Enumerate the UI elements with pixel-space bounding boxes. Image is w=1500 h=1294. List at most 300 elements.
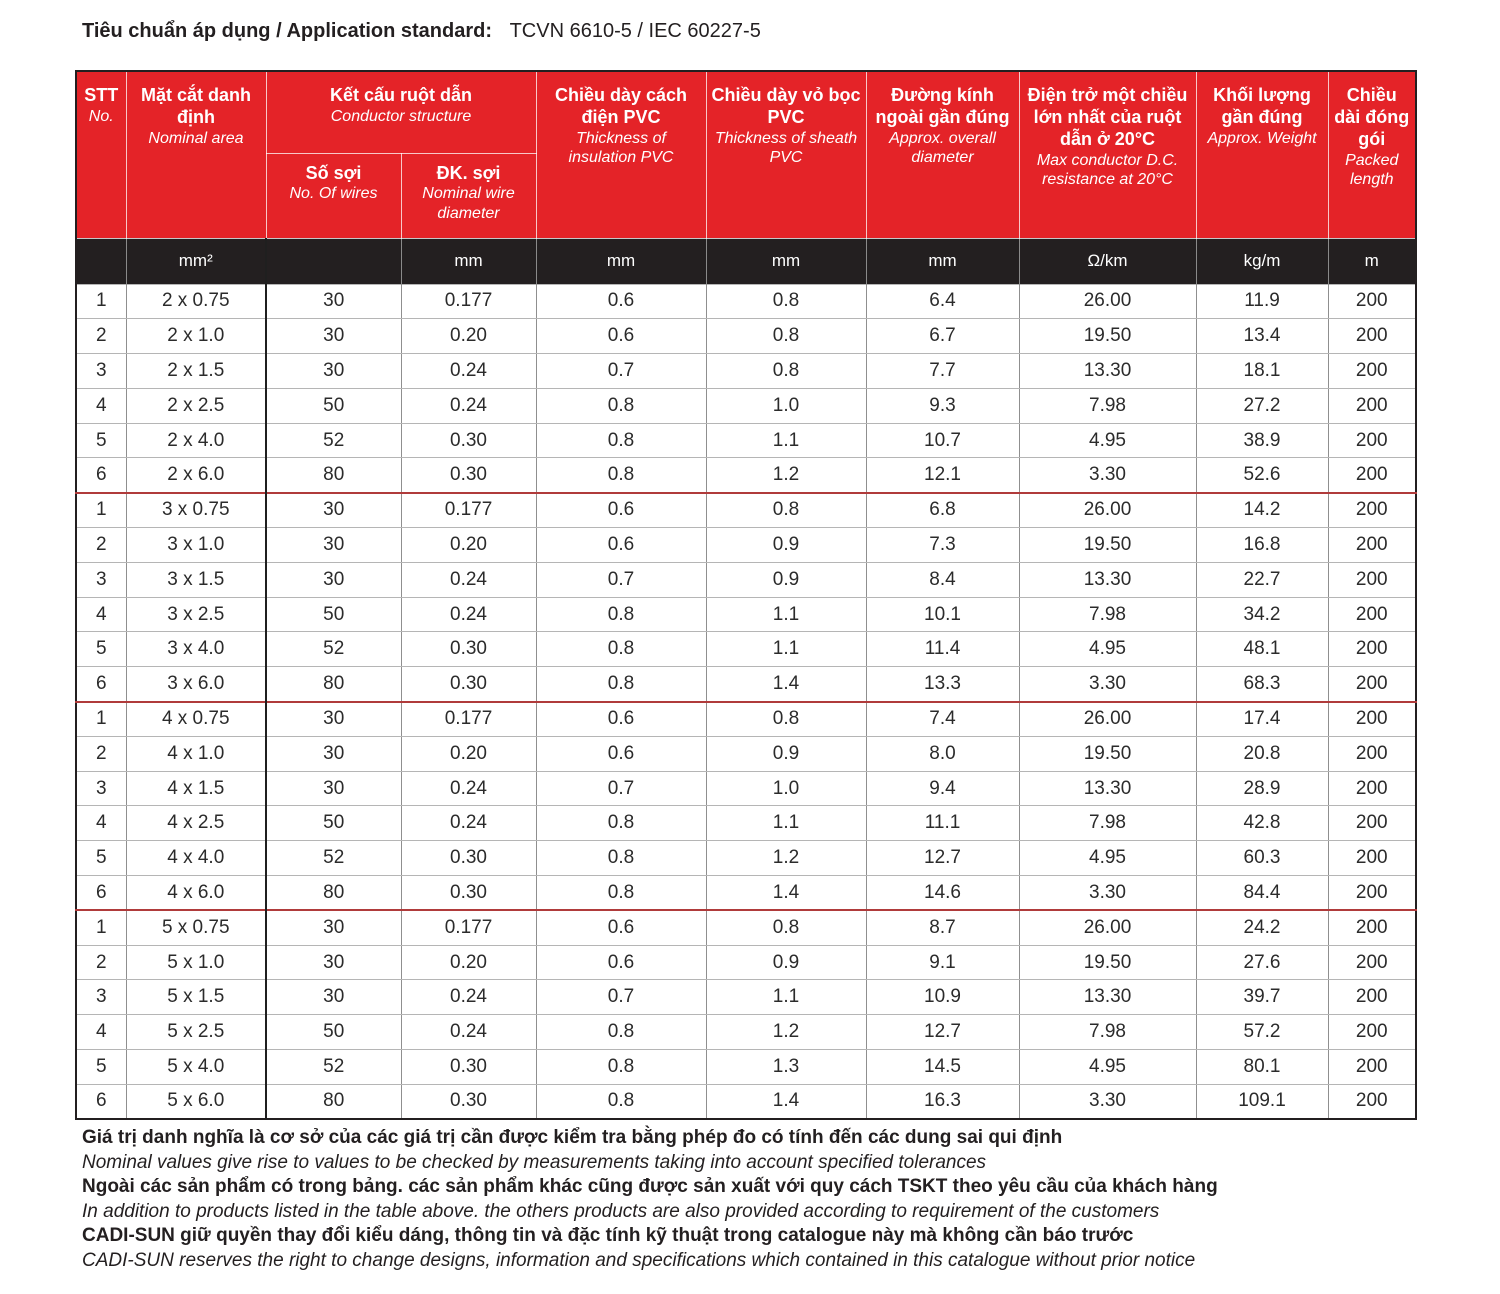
cell: 0.8 — [536, 667, 706, 702]
cell: 42.8 — [1196, 806, 1328, 841]
cell: 0.6 — [536, 945, 706, 980]
cell: 11.4 — [866, 632, 1019, 667]
units-row — [76, 238, 1416, 284]
cell: 1.1 — [706, 423, 866, 458]
table-row — [76, 1015, 1416, 1050]
cell: 1.4 — [706, 876, 866, 911]
cell: 0.20 — [401, 736, 536, 771]
note-line: Ngoài các sản phẩm có trong bảng. các sản phẩm khác cũng được sản xuất với quy cách TSKT theo yêu cầu của khách hàng — [82, 1176, 1218, 1197]
header-nominal-area-en: Nominal area — [148, 129, 244, 147]
cell: 2 x 0.75 — [126, 284, 266, 319]
header-conductor-structure-vi: Kết cấu ruột dẫn — [330, 85, 473, 105]
table-row — [76, 562, 1416, 597]
cell: 5 x 1.0 — [126, 945, 266, 980]
table-row — [76, 632, 1416, 667]
cell: 0.20 — [401, 528, 536, 563]
cell: 12.1 — [866, 458, 1019, 493]
cell: 30 — [266, 528, 401, 563]
cell: 10.7 — [866, 423, 1019, 458]
header-no-of-wires-vi: Số sợi — [305, 162, 362, 183]
table-row — [76, 945, 1416, 980]
cell: 4.95 — [1019, 841, 1196, 876]
cell: 3 — [76, 980, 126, 1015]
cell: 0.8 — [536, 1050, 706, 1085]
unit-cell — [266, 238, 401, 284]
unit-cell: kg/m — [1196, 238, 1328, 284]
cell: 200 — [1328, 528, 1416, 563]
cell: 3 x 6.0 — [126, 667, 266, 702]
cell: 26.00 — [1019, 284, 1196, 319]
cell: 80.1 — [1196, 1050, 1328, 1085]
cell: 0.30 — [401, 632, 536, 667]
cell: 26.00 — [1019, 702, 1196, 737]
table-body — [76, 284, 1416, 1119]
header-nominal-area — [126, 71, 266, 238]
cell: 0.9 — [706, 528, 866, 563]
cell: 200 — [1328, 667, 1416, 702]
cell: 5 x 0.75 — [126, 910, 266, 945]
cell: 24.2 — [1196, 910, 1328, 945]
note-line: Nominal values give rise to values to be checked by measurements taking into account specified tolerances — [82, 1151, 987, 1173]
table-row — [76, 876, 1416, 911]
cell: 0.8 — [706, 319, 866, 354]
cell: 2 x 6.0 — [126, 458, 266, 493]
header-weight-en: Approx. Weight — [1207, 129, 1317, 147]
cell: 0.9 — [706, 945, 866, 980]
table-row — [76, 771, 1416, 806]
cell: 0.7 — [536, 562, 706, 597]
cell: 0.8 — [536, 841, 706, 876]
cell: 1.2 — [706, 841, 866, 876]
cell: 0.7 — [536, 771, 706, 806]
cell: 19.50 — [1019, 319, 1196, 354]
cell: 3.30 — [1019, 667, 1196, 702]
cell: 68.3 — [1196, 667, 1328, 702]
cell: 13.30 — [1019, 980, 1196, 1015]
cell: 200 — [1328, 980, 1416, 1015]
header-stt — [76, 71, 126, 238]
cell: 50 — [266, 388, 401, 423]
cell: 13.3 — [866, 667, 1019, 702]
cell: 0.30 — [401, 841, 536, 876]
cell: 7.3 — [866, 528, 1019, 563]
cell: 1.1 — [706, 980, 866, 1015]
cell: 48.1 — [1196, 632, 1328, 667]
header-wire-diameter-en: Nominal wire diameter — [422, 185, 515, 222]
cell: 0.8 — [706, 354, 866, 389]
cell: 5 — [76, 423, 126, 458]
unit-cell: m — [1328, 238, 1416, 284]
cell: 60.3 — [1196, 841, 1328, 876]
cell: 30 — [266, 945, 401, 980]
cell: 0.8 — [706, 702, 866, 737]
cell: 14.2 — [1196, 493, 1328, 528]
table-row — [76, 528, 1416, 563]
header-packed-length — [1328, 71, 1416, 238]
unit-cell — [76, 238, 126, 284]
cell: 6.8 — [866, 493, 1019, 528]
cell: 6 — [76, 1084, 126, 1119]
cell: 2 — [76, 945, 126, 980]
cell: 3.30 — [1019, 458, 1196, 493]
title-value: TCVN 6610-5 / IEC 60227-5 — [509, 20, 761, 42]
cell: 200 — [1328, 910, 1416, 945]
cell: 0.8 — [536, 597, 706, 632]
cell: 0.30 — [401, 667, 536, 702]
table-row — [76, 354, 1416, 389]
cell: 0.24 — [401, 806, 536, 841]
cell: 16.3 — [866, 1084, 1019, 1119]
cell: 6 — [76, 458, 126, 493]
cell: 30 — [266, 910, 401, 945]
cell: 0.9 — [706, 736, 866, 771]
cell: 200 — [1328, 736, 1416, 771]
cell: 5 — [76, 1050, 126, 1085]
table-row — [76, 702, 1416, 737]
cell: 200 — [1328, 354, 1416, 389]
cell: 1 — [76, 910, 126, 945]
cell: 10.1 — [866, 597, 1019, 632]
cell: 0.6 — [536, 493, 706, 528]
cell: 14.5 — [866, 1050, 1019, 1085]
cell: 6 — [76, 667, 126, 702]
cell: 0.24 — [401, 980, 536, 1015]
cell: 3 x 0.75 — [126, 493, 266, 528]
cell: 200 — [1328, 319, 1416, 354]
cell: 2 — [76, 319, 126, 354]
cell: 1.2 — [706, 458, 866, 493]
cell: 80 — [266, 667, 401, 702]
header-no-of-wires-en: No. Of wires — [289, 185, 378, 203]
cell: 1.0 — [706, 771, 866, 806]
cell: 13.30 — [1019, 354, 1196, 389]
header-insulation-thickness-en: Thickness of insulation PVC — [568, 129, 674, 167]
unit-cell: mm — [401, 238, 536, 284]
cell: 1 — [76, 284, 126, 319]
cell: 50 — [266, 806, 401, 841]
cell: 1.1 — [706, 632, 866, 667]
table-row — [76, 423, 1416, 458]
cell: 4.95 — [1019, 632, 1196, 667]
cell: 200 — [1328, 806, 1416, 841]
cell: 0.8 — [536, 1084, 706, 1119]
cell: 18.1 — [1196, 354, 1328, 389]
header-no-of-wires — [266, 153, 401, 238]
cell: 0.6 — [536, 319, 706, 354]
cell: 50 — [266, 1015, 401, 1050]
cell: 5 — [76, 632, 126, 667]
cell: 6.7 — [866, 319, 1019, 354]
cell: 10.9 — [866, 980, 1019, 1015]
cell: 1.4 — [706, 1084, 866, 1119]
header-sheath-thickness-vi: Chiều dày vỏ bọc PVC — [711, 85, 861, 127]
cell: 200 — [1328, 841, 1416, 876]
header-stt-vi: STT — [84, 85, 119, 105]
header-wire-diameter — [401, 153, 536, 238]
cell: 3 — [76, 562, 126, 597]
cell: 4 x 1.5 — [126, 771, 266, 806]
cell: 4 x 6.0 — [126, 876, 266, 911]
cell: 30 — [266, 319, 401, 354]
unit-cell: Ω/km — [1019, 238, 1196, 284]
note-line: CADI-SUN reserves the right to change designs, information and specifications which contained in this catalogue without prior notice — [82, 1249, 1196, 1271]
cell: 0.177 — [401, 702, 536, 737]
table-row — [76, 458, 1416, 493]
cell: 27.2 — [1196, 388, 1328, 423]
cell: 2 x 1.0 — [126, 319, 266, 354]
cell: 0.8 — [706, 910, 866, 945]
specification-table — [75, 70, 1417, 1120]
cell: 2 — [76, 528, 126, 563]
title-label: Tiêu chuẩn áp dụng / Application standard: — [82, 20, 493, 42]
cell: 0.24 — [401, 771, 536, 806]
cell: 0.7 — [536, 354, 706, 389]
cell: 0.24 — [401, 1015, 536, 1050]
cell: 0.7 — [536, 980, 706, 1015]
cell: 200 — [1328, 388, 1416, 423]
cell: 3.30 — [1019, 876, 1196, 911]
cell: 1.4 — [706, 667, 866, 702]
cell: 0.24 — [401, 597, 536, 632]
cell: 200 — [1328, 1050, 1416, 1085]
unit-cell: mm — [706, 238, 866, 284]
note-line: Giá trị danh nghĩa là cơ sở của các giá trị cần được kiểm tra bằng phép đo có tính đến các dung sai qui định — [82, 1127, 1063, 1148]
cell: 8.4 — [866, 562, 1019, 597]
table-row — [76, 667, 1416, 702]
cell: 9.3 — [866, 388, 1019, 423]
table-row — [76, 1084, 1416, 1119]
cell: 1 — [76, 493, 126, 528]
cell: 1.1 — [706, 806, 866, 841]
cell: 12.7 — [866, 841, 1019, 876]
cell: 0.24 — [401, 388, 536, 423]
cell: 6 — [76, 876, 126, 911]
cell: 3 x 4.0 — [126, 632, 266, 667]
header-sheath-thickness-en: Thickness of sheath PVC — [714, 129, 858, 167]
cell: 5 x 2.5 — [126, 1015, 266, 1050]
cell: 27.6 — [1196, 945, 1328, 980]
cell: 80 — [266, 876, 401, 911]
cell: 52 — [266, 632, 401, 667]
cell: 0.6 — [536, 702, 706, 737]
cell: 38.9 — [1196, 423, 1328, 458]
cell: 3 — [76, 771, 126, 806]
cell: 0.8 — [706, 493, 866, 528]
cell: 30 — [266, 562, 401, 597]
cell: 7.98 — [1019, 1015, 1196, 1050]
header-dc-resistance — [1019, 71, 1196, 238]
cell: 0.30 — [401, 1084, 536, 1119]
cell: 80 — [266, 1084, 401, 1119]
header-insulation-thickness-vi: Chiều dày cách điện PVC — [554, 85, 688, 127]
cell: 3.30 — [1019, 1084, 1196, 1119]
cell: 0.6 — [536, 736, 706, 771]
cell: 200 — [1328, 493, 1416, 528]
cell: 9.1 — [866, 945, 1019, 980]
cell: 30 — [266, 284, 401, 319]
cell: 0.177 — [401, 284, 536, 319]
cell: 13.30 — [1019, 771, 1196, 806]
cell: 19.50 — [1019, 528, 1196, 563]
cell: 7.98 — [1019, 806, 1196, 841]
cell: 9.4 — [866, 771, 1019, 806]
cell: 19.50 — [1019, 736, 1196, 771]
cell: 8.7 — [866, 910, 1019, 945]
cell: 13.30 — [1019, 562, 1196, 597]
cell: 4 — [76, 388, 126, 423]
cell: 30 — [266, 354, 401, 389]
cell: 0.8 — [536, 423, 706, 458]
cell: 0.24 — [401, 562, 536, 597]
cell: 0.6 — [536, 910, 706, 945]
cell: 1.2 — [706, 1015, 866, 1050]
cell: 52.6 — [1196, 458, 1328, 493]
header-conductor-structure-en: Conductor structure — [330, 107, 472, 125]
cell: 7.98 — [1019, 388, 1196, 423]
cell: 14.6 — [866, 876, 1019, 911]
cell: 16.8 — [1196, 528, 1328, 563]
cell: 0.8 — [536, 632, 706, 667]
header-overall-diameter — [866, 71, 1019, 238]
cell: 4.95 — [1019, 1050, 1196, 1085]
header-packed-length-vi: Chiều dài đóng gói — [1334, 85, 1410, 149]
cell: 0.8 — [536, 388, 706, 423]
cell: 8.0 — [866, 736, 1019, 771]
cell: 200 — [1328, 458, 1416, 493]
cell: 7.7 — [866, 354, 1019, 389]
cell: 13.4 — [1196, 319, 1328, 354]
cell: 20.8 — [1196, 736, 1328, 771]
table-row — [76, 597, 1416, 632]
cell: 5 x 4.0 — [126, 1050, 266, 1085]
cell: 0.30 — [401, 458, 536, 493]
cell: 6.4 — [866, 284, 1019, 319]
cell: 2 x 1.5 — [126, 354, 266, 389]
cell: 200 — [1328, 562, 1416, 597]
cell: 0.30 — [401, 876, 536, 911]
cell: 3 — [76, 354, 126, 389]
table-header — [76, 71, 1416, 284]
cell: 200 — [1328, 284, 1416, 319]
cell: 17.4 — [1196, 702, 1328, 737]
cell: 0.177 — [401, 493, 536, 528]
table-row — [76, 736, 1416, 771]
cell: 4 x 1.0 — [126, 736, 266, 771]
table-row — [76, 841, 1416, 876]
cell: 2 x 4.0 — [126, 423, 266, 458]
header-sheath-thickness — [706, 71, 866, 238]
cell: 19.50 — [1019, 945, 1196, 980]
cell: 4 — [76, 806, 126, 841]
cell: 30 — [266, 771, 401, 806]
header-weight-vi: Khối lượng gần đúng — [1213, 85, 1311, 127]
cell: 0.6 — [536, 528, 706, 563]
cell: 200 — [1328, 632, 1416, 667]
cell: 0.6 — [536, 284, 706, 319]
cell: 109.1 — [1196, 1084, 1328, 1119]
cell: 52 — [266, 1050, 401, 1085]
unit-cell: mm — [866, 238, 1019, 284]
cell: 200 — [1328, 597, 1416, 632]
table-row — [76, 910, 1416, 945]
cell: 30 — [266, 980, 401, 1015]
cell: 28.9 — [1196, 771, 1328, 806]
table-row — [76, 388, 1416, 423]
application-standard-title — [82, 20, 761, 43]
table-row — [76, 980, 1416, 1015]
cell: 0.8 — [536, 458, 706, 493]
cell: 200 — [1328, 1015, 1416, 1050]
unit-cell: mm — [536, 238, 706, 284]
cell: 2 — [76, 736, 126, 771]
cell: 1.3 — [706, 1050, 866, 1085]
cell: 30 — [266, 702, 401, 737]
table-row — [76, 284, 1416, 319]
cell: 30 — [266, 736, 401, 771]
cell: 4 x 0.75 — [126, 702, 266, 737]
cell: 200 — [1328, 1084, 1416, 1119]
header-overall-diameter-en: Approx. overall diameter — [889, 129, 996, 167]
cell: 7.98 — [1019, 597, 1196, 632]
cell: 30 — [266, 493, 401, 528]
cell: 3 x 1.5 — [126, 562, 266, 597]
note-line: In addition to products listed in the table above. the others products are also provided according to requirement of the customers — [82, 1200, 1160, 1222]
cell: 200 — [1328, 876, 1416, 911]
cell: 4 — [76, 597, 126, 632]
cell: 0.8 — [536, 876, 706, 911]
cell: 0.8 — [536, 806, 706, 841]
cell: 52 — [266, 423, 401, 458]
cell: 3 x 2.5 — [126, 597, 266, 632]
cell: 200 — [1328, 945, 1416, 980]
header-wire-diameter-vi: ĐK. sợi — [436, 162, 501, 183]
cell: 22.7 — [1196, 562, 1328, 597]
cell: 4.95 — [1019, 423, 1196, 458]
cell: 1.1 — [706, 597, 866, 632]
cell: 11.9 — [1196, 284, 1328, 319]
cell: 52 — [266, 841, 401, 876]
cell: 4 x 2.5 — [126, 806, 266, 841]
header-dc-resistance-en: Max conductor D.C. resistance at 20°C — [1036, 151, 1179, 189]
header-nominal-area-vi: Mặt cắt danh định — [140, 85, 251, 127]
cell: 0.24 — [401, 354, 536, 389]
cell: 0.20 — [401, 945, 536, 980]
header-dc-resistance-vi: Điện trở một chiều lớn nhất của ruột dẫn ở 20°C — [1027, 85, 1188, 149]
header-insulation-thickness — [536, 71, 706, 238]
cell: 3 x 1.0 — [126, 528, 266, 563]
cell: 0.30 — [401, 423, 536, 458]
cell: 200 — [1328, 423, 1416, 458]
table-row — [76, 806, 1416, 841]
cell: 200 — [1328, 771, 1416, 806]
cell: 12.7 — [866, 1015, 1019, 1050]
cell: 26.00 — [1019, 493, 1196, 528]
cell: 200 — [1328, 702, 1416, 737]
cell: 5 x 1.5 — [126, 980, 266, 1015]
cell: 0.8 — [706, 284, 866, 319]
table-row — [76, 1050, 1416, 1085]
header-weight — [1196, 71, 1328, 238]
cell: 0.20 — [401, 319, 536, 354]
cell: 80 — [266, 458, 401, 493]
header-conductor-structure — [266, 71, 536, 153]
cell: 26.00 — [1019, 910, 1196, 945]
cell: 34.2 — [1196, 597, 1328, 632]
cell: 4 — [76, 1015, 126, 1050]
cell: 0.177 — [401, 910, 536, 945]
cell: 7.4 — [866, 702, 1019, 737]
cell: 4 x 4.0 — [126, 841, 266, 876]
